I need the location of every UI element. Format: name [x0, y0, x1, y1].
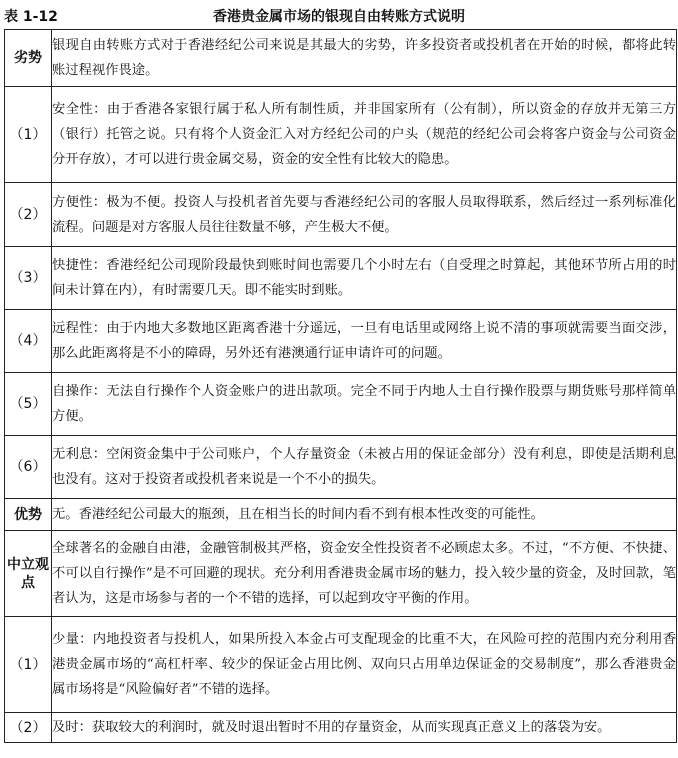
row-text: 无利息：空闲资金集中于公司账户，个人存量资金（未被占用的保证金部分）没有利息，即使是活期利息也没有。这对于投资者或投机者来说是一个不小的损失。	[52, 436, 677, 499]
explanation-table	[4, 29, 677, 743]
row-text: 无。香港经纪公司最大的瓶颈，且在相当长的时间内看不到有根本性改变的可能性。	[52, 499, 677, 531]
row-label: 劣势	[5, 30, 52, 87]
row-label: （1）	[5, 87, 52, 183]
row-label: （3）	[5, 247, 52, 310]
row-label: 优势	[5, 499, 52, 531]
row-label: （4）	[5, 310, 52, 373]
row-label: （2）	[5, 713, 52, 743]
table-caption	[0, 0, 678, 30]
table-row	[5, 183, 677, 247]
row-label: （5）	[5, 373, 52, 436]
row-text: 安全性：由于香港各家银行属于私人所有制性质，并非国家所有（公有制），所以资金的存放并无第三方（银行）托管之说。只有将个人资金汇入对方经纪公司的户头（规范的经纪公司会将客户资金与公司资金分开存放），才可以进行贵金属交易，资金的安全性有比较大的隐患。	[52, 87, 677, 183]
row-text: 方便性：极为不便。投资人与投机者首先要与香港经纪公司的客服人员取得联系，然后经过一系列标准化流程。问题是对方客服人员往往数量不够，产生极大不便。	[52, 183, 677, 247]
row-label: 中立观点	[5, 531, 52, 617]
table-row	[5, 247, 677, 310]
row-text: 全球著名的金融自由港，金融管制极其严格，资金安全性投资者不必顾虑太多。不过，“不方便、不快捷、不可以自行操作”是不可回避的现状。充分利用香港贵金属市场的魅力，投入较少量的资金，及时回款，笔者认为，这是市场参与者的一个不错的选择，可以起到攻守平衡的作用。	[52, 531, 677, 617]
row-text: 远程性：由于内地大多数地区距离香港十分遥远，一旦有电话里或网络上说不清的事项就需要当面交涉，那么此距离将是不小的障碍，另外还有港澳通行证申请许可的问题。	[52, 310, 677, 373]
table-row	[5, 713, 677, 743]
row-label: （6）	[5, 436, 52, 499]
row-label: （1）	[5, 617, 52, 713]
table-title: 香港贵金属市场的银现自由转账方式说明	[213, 9, 465, 25]
row-text: 自操作：无法自行操作个人资金账户的进出款项。完全不同于内地人士自行操作股票与期货账号那样简单方便。	[52, 373, 677, 436]
row-label: （2）	[5, 183, 52, 247]
table-row	[5, 499, 677, 531]
row-text: 少量：内地投资者与投机人，如果所投入本金占可支配现金的比重不大，在风险可控的范围内充分利用香港贵金属市场的“高杠杆率、较少的保证金占用比例、双向只占用单边保证金的交易制度”，那么香港贵金属市场将是“风险偏好者”不错的选择。	[52, 617, 677, 713]
table-row	[5, 436, 677, 499]
table-row	[5, 617, 677, 713]
row-text: 及时：获取较大的利润时，就及时退出暂时不用的存量资金，从而实现真正意义上的落袋为安。	[52, 713, 677, 743]
table-row	[5, 87, 677, 183]
table-row	[5, 30, 677, 87]
table-number: 表 1-12	[4, 9, 58, 25]
table-row	[5, 531, 677, 617]
table-row	[5, 310, 677, 373]
row-text: 快捷性：香港经纪公司现阶段最快到账时间也需要几个小时左右（自受理之时算起，其他环节所占用的时间未计算在内），有时需要几天。即不能实时到账。	[52, 247, 677, 310]
row-text: 银现自由转账方式对于香港经纪公司来说是其最大的劣势，许多投资者或投机者在开始的时候，都将此转账过程视作畏途。	[52, 30, 677, 87]
table-row	[5, 373, 677, 436]
